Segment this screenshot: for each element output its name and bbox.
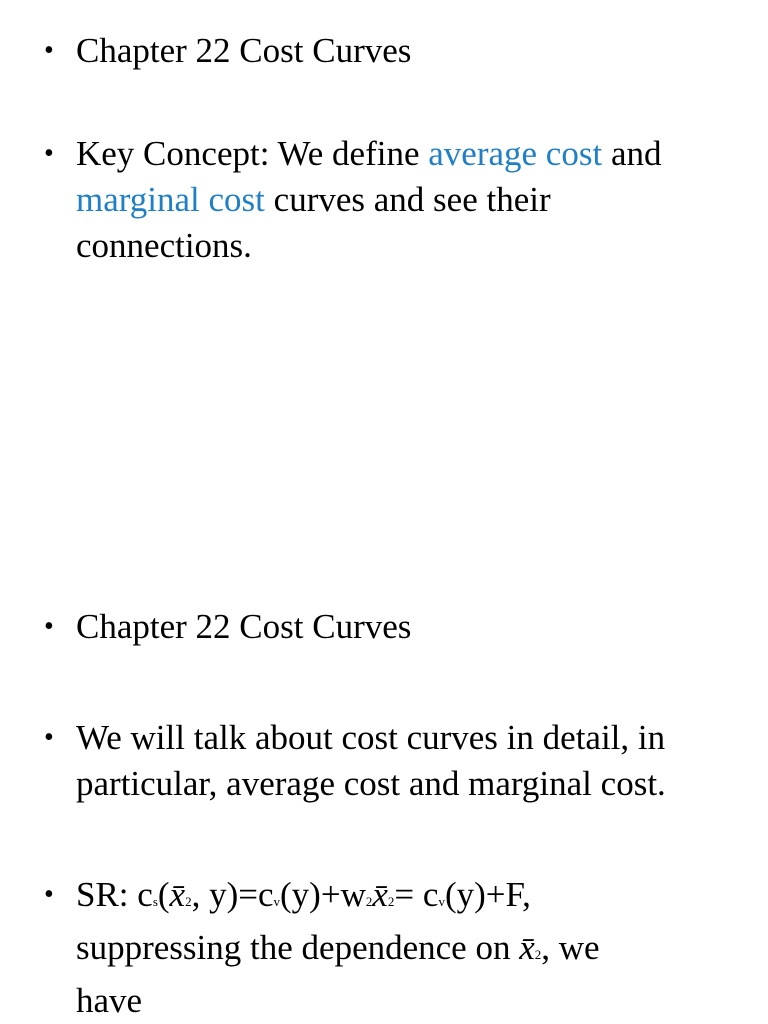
sr-line2-b: , we: [541, 928, 600, 967]
chapter-title-1: Chapter 22 Cost Curves: [76, 31, 412, 70]
key-concept-mid: and: [602, 134, 662, 173]
sr-line2-a: suppressing the dependence on: [76, 928, 520, 967]
chapter-title-2: Chapter 22 Cost Curves: [76, 607, 412, 646]
sr-p1: SR: c: [76, 875, 153, 914]
sr-p2: (: [157, 875, 170, 914]
sr-sub-s: s: [152, 894, 158, 909]
bullet-dot: •: [44, 138, 54, 169]
talk-line1: We will talk about cost curves in detail, in: [76, 718, 666, 757]
sr-p6: (y)+F,: [444, 875, 531, 914]
sr-xbar-3: x̄: [519, 928, 535, 967]
sr-sub-v2: v: [438, 894, 445, 909]
key-concept-rest: curves and see their: [264, 180, 551, 219]
sr-xbar-1: x̄: [169, 875, 186, 914]
sr-sub-2b: 2: [365, 894, 373, 909]
short-run-text: [76, 872, 736, 1024]
sr-p3: , y)=c: [191, 875, 274, 914]
talk-line2: particular, average cost and marginal cost.: [76, 764, 666, 803]
key-concept-text: [76, 131, 736, 269]
sr-p5: = c: [394, 875, 439, 914]
sr-p4: (y)+w: [280, 875, 366, 914]
sr-sub-2a: 2: [185, 894, 192, 909]
marginal-cost-term: marginal cost: [76, 180, 265, 219]
bullet-dot: •: [44, 35, 54, 66]
key-concept-prefix: Key Concept: We define: [76, 134, 429, 173]
key-concept-line3: connections.: [76, 226, 252, 265]
sr-sub-2d: 2: [534, 947, 542, 962]
sr-line3: have: [76, 981, 143, 1020]
sr-xbar-2: x̄: [372, 875, 388, 914]
bullet-dot: •: [44, 611, 54, 642]
bullet-dot: •: [44, 879, 54, 910]
sr-sub-2c: 2: [387, 894, 395, 909]
sr-sub-v: v: [273, 894, 281, 909]
bullet-dot: •: [44, 722, 54, 753]
talk-text: [76, 715, 736, 807]
average-cost-term: average cost: [428, 134, 603, 173]
